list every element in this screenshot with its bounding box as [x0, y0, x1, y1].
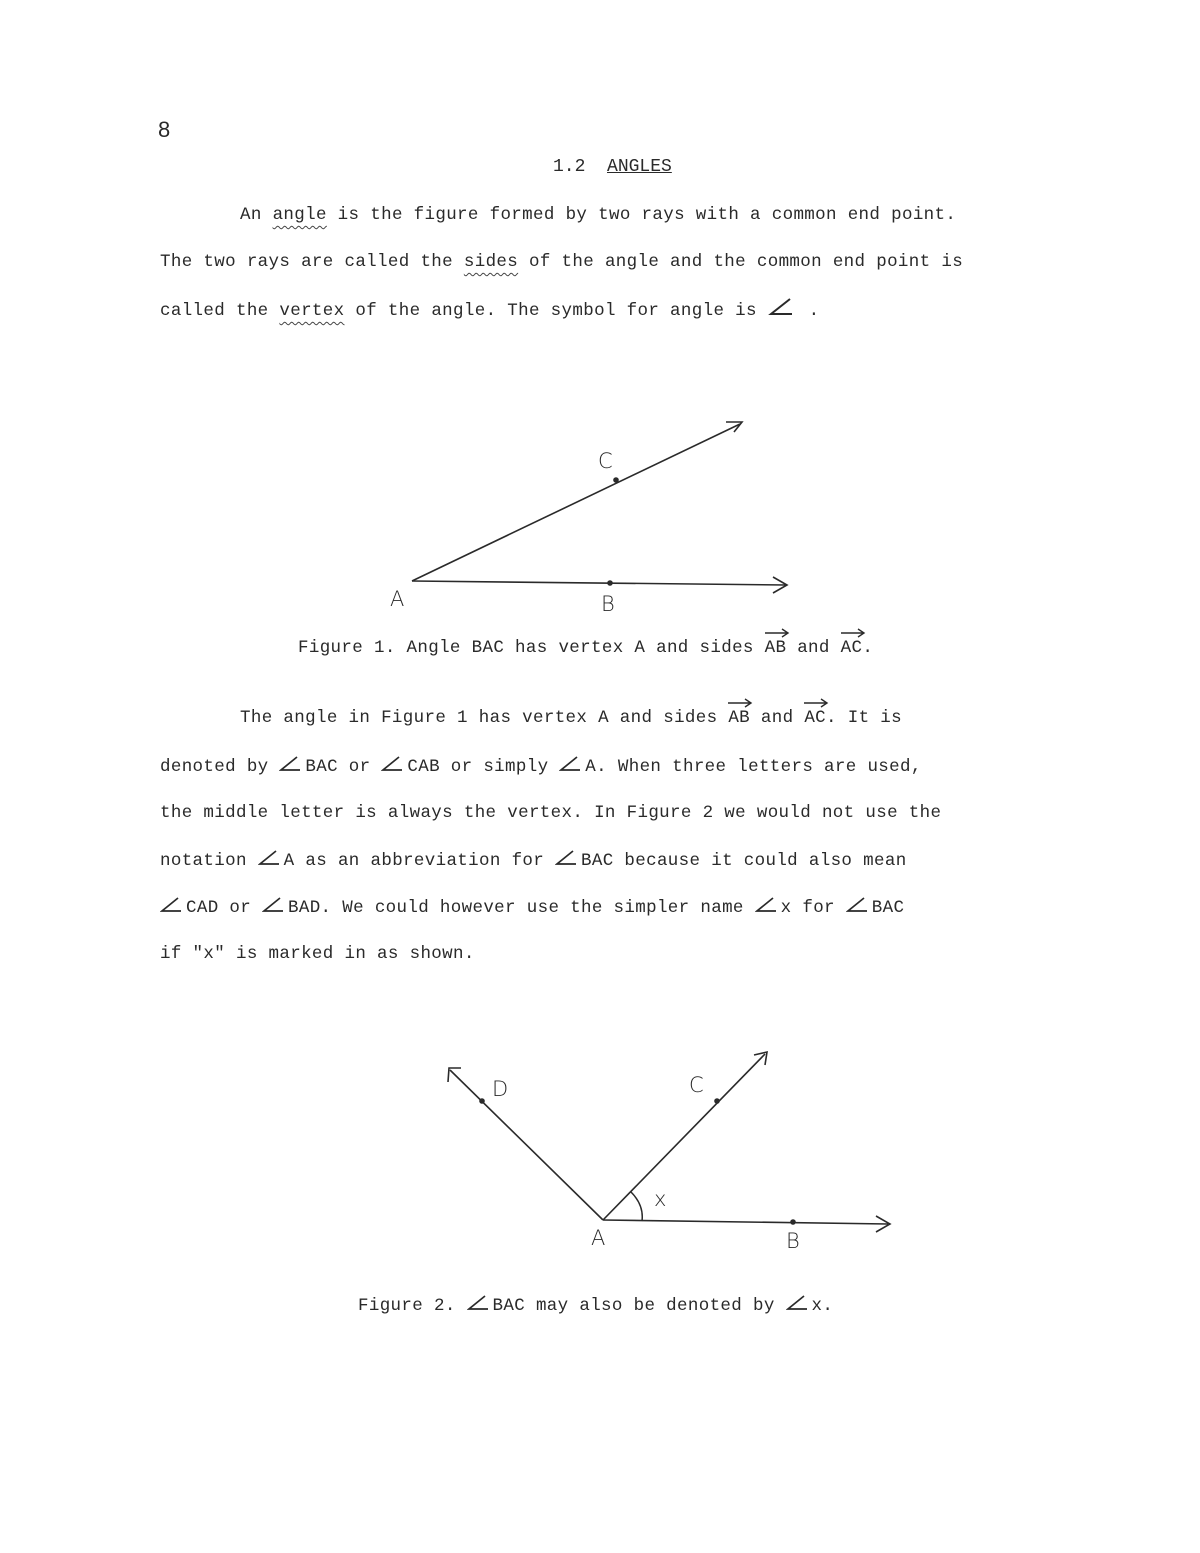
angle-name: BAC	[871, 898, 905, 918]
body-line-2	[160, 756, 922, 777]
body-text: or simply	[439, 757, 560, 777]
figure-1-diagram	[380, 410, 810, 625]
label-a: A	[390, 587, 405, 611]
angle-name: A.	[585, 757, 608, 777]
intro-text: The two rays are called the	[160, 252, 464, 272]
angle-name: A	[283, 851, 295, 871]
label-a: A	[591, 1226, 606, 1250]
vector-arrow-icon	[803, 694, 829, 704]
intro-line-2	[160, 252, 963, 272]
vector-label: AC	[804, 708, 827, 728]
label-b: B	[786, 1229, 800, 1253]
label-b: B	[601, 592, 615, 616]
intro-text: An	[240, 205, 273, 225]
body-text: The angle in Figure 1 has vertex A and sides	[240, 708, 729, 728]
caption-text: and	[786, 638, 841, 658]
angle-symbol-icon	[555, 850, 577, 866]
label-x: x	[654, 1187, 667, 1211]
angle-x-arc	[631, 1192, 642, 1221]
angle-name: BAD.	[287, 898, 332, 918]
angle-symbol-icon	[258, 850, 280, 866]
point-c	[714, 1098, 720, 1104]
ray-ad	[450, 1070, 603, 1220]
vector-label: AB	[728, 708, 751, 728]
angle-symbol-icon	[381, 756, 403, 772]
angle-name: BAC	[492, 1296, 526, 1316]
vector-arrow-icon	[727, 694, 753, 704]
intro-line-3	[160, 298, 819, 321]
intro-text: .	[797, 301, 820, 321]
body-text: because it could also mean	[613, 851, 907, 871]
label-c: C	[689, 1073, 704, 1097]
vector-ab	[728, 708, 750, 728]
angle-name: BAC	[305, 757, 338, 777]
body-text: as an abbreviation for	[294, 851, 555, 871]
ray-ab	[603, 1220, 888, 1224]
vector-label: AB	[764, 638, 787, 658]
section-title: ANGLES	[607, 157, 672, 177]
ray-ab	[412, 581, 786, 585]
body-line-1	[240, 708, 902, 728]
angle-symbol-icon	[786, 1295, 808, 1311]
body-text: and	[750, 708, 805, 728]
term-angle: angle	[272, 205, 327, 225]
vector-ab	[765, 638, 787, 658]
angle-name: x	[780, 898, 792, 918]
ray-ac	[412, 424, 740, 581]
ray-ac	[603, 1054, 765, 1220]
caption-text: .	[862, 638, 874, 658]
vector-arrow-icon	[764, 624, 790, 634]
angle-symbol-icon	[160, 897, 182, 913]
point-d	[479, 1098, 485, 1104]
label-d: D	[492, 1077, 509, 1101]
angle-symbol-icon	[846, 897, 868, 913]
body-text: We could however use the simpler name	[331, 898, 755, 918]
intro-text: called the	[160, 301, 280, 321]
body-text: for	[791, 898, 846, 918]
body-text: When three letters are used,	[607, 757, 922, 777]
angle-symbol-icon	[755, 897, 777, 913]
caption-text: may also be denoted by	[525, 1296, 786, 1316]
term-vertex: vertex	[279, 301, 345, 321]
body-text: or	[218, 898, 262, 918]
figure-2-diagram	[430, 1040, 910, 1260]
section-number: 1.2	[553, 157, 586, 177]
angle-name: BAC	[580, 851, 614, 871]
angle-symbol-icon	[262, 897, 284, 913]
vector-ac	[804, 708, 826, 728]
page-number: 8	[158, 117, 171, 142]
body-line-6: if "x" is marked in as shown.	[160, 944, 475, 964]
intro-text: is the figure formed by two rays with a common end point.	[326, 205, 957, 225]
body-text: denoted by	[160, 757, 280, 777]
caption-text: Figure 2.	[358, 1296, 467, 1316]
angle-name: CAD	[186, 898, 219, 918]
vector-arrow-icon	[840, 624, 866, 634]
angle-symbol-icon	[559, 756, 581, 772]
vector-label: AC	[840, 638, 863, 658]
point-b	[790, 1219, 796, 1225]
body-text: or	[337, 757, 382, 777]
intro-text: of the angle. The symbol for angle is	[344, 301, 768, 321]
body-text: . It is	[826, 708, 902, 728]
intro-line-1	[240, 205, 956, 225]
point-b	[607, 580, 613, 586]
figure-1-caption	[298, 638, 873, 658]
angle-symbol-icon	[768, 298, 794, 316]
body-line-5	[160, 897, 904, 918]
angle-name: CAB	[407, 757, 440, 777]
body-line-4	[160, 850, 907, 871]
angle-symbol-icon	[279, 756, 301, 772]
intro-text: of the angle and the common end point is	[518, 252, 964, 272]
angle-name: x.	[811, 1296, 834, 1316]
section-heading	[553, 157, 672, 177]
point-c	[613, 477, 619, 483]
body-line-3: the middle letter is always the vertex. In Figure 2 we would not use the	[160, 803, 942, 823]
label-c: C	[598, 449, 613, 473]
caption-text: Figure 1. Angle BAC has vertex A and sides	[298, 638, 765, 658]
vector-ac	[841, 638, 863, 658]
term-sides: sides	[463, 252, 519, 272]
figure-2-caption	[358, 1295, 833, 1316]
angle-symbol-icon	[467, 1295, 489, 1311]
body-text: notation	[160, 851, 258, 871]
